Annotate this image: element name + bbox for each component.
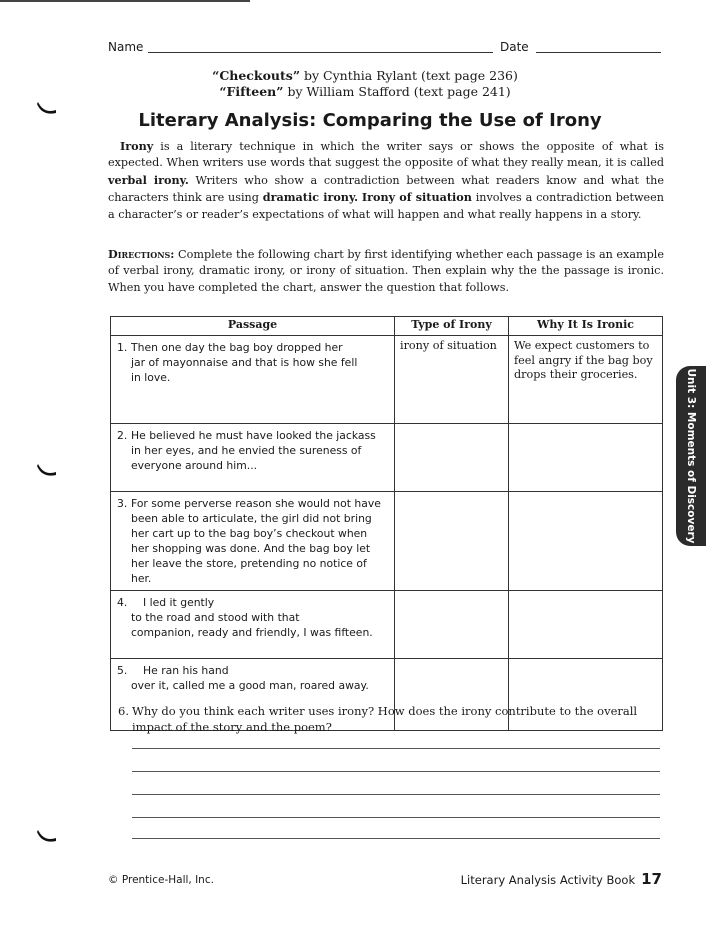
passage-number: 1. [117, 341, 128, 354]
intro-text-1: is a literary technique in which the writer says or shows the opposite of what is expected. When writers use words that suggest the opposite of what they really mean, it is called [108, 140, 664, 170]
table-row [111, 424, 663, 492]
intro-text-2: Writers who show a contradiction between what readers know and what the characters think are using [108, 173, 664, 205]
table-row [111, 492, 663, 591]
passage-number: 3. [117, 497, 128, 510]
passage-cell [111, 424, 395, 492]
header-passage: Passage [111, 317, 395, 336]
top-rule [0, 0, 250, 2]
name-label: Name [108, 40, 144, 54]
passage-number: 5. [117, 664, 128, 677]
question-number: 6. [118, 704, 129, 718]
question-text: Why do you think each writer uses irony? How does the irony contribute to the overall impact of the story and the poem? [132, 704, 638, 734]
irony-chart [110, 316, 663, 731]
header-type-of-irony: Type of Irony [395, 317, 509, 336]
passage-line: over it, called me a good man, roared away. [131, 679, 369, 692]
selection-title-2: “Fifteen” [219, 84, 284, 99]
passage-cell [111, 336, 395, 424]
passage-line: in her eyes, and he envied the sureness of [131, 444, 362, 457]
directions-paragraph [108, 246, 664, 296]
passage-line: For some perverse reason she would not have [131, 497, 381, 510]
passage-line: I led it gently [143, 596, 215, 609]
margin-mark-icon [36, 828, 58, 844]
term-irony-of-situation: Irony of situation [361, 190, 472, 205]
directions-text: Complete the following chart by first identifying whether each passage is an example of verbal irony, dramatic irony, or irony of situation. Then explain why the the passage is ironic. When you have completed the chart, answer the question that follows. [108, 248, 664, 294]
type-of-irony-cell[interactable] [395, 492, 509, 591]
passage-line: in love. [131, 371, 171, 384]
passage-line: He believed he must have looked the jackass [131, 429, 376, 442]
passage-cell [111, 591, 395, 659]
header-why-ironic: Why It Is Ironic [509, 317, 663, 336]
selection-line-1 [140, 68, 590, 84]
page-number: 17 [641, 870, 662, 888]
unit-tab-label: Unit 3: Moments of Discovery [685, 368, 697, 544]
term-verbal-irony: verbal irony. [108, 172, 189, 187]
passage-line: He ran his hand [143, 664, 229, 677]
answer-line[interactable] [132, 794, 660, 795]
why-ironic-cell[interactable] [509, 591, 663, 659]
table-row [111, 336, 663, 424]
term-dramatic-irony: dramatic irony. [262, 190, 359, 205]
selection-header [140, 68, 590, 100]
footer-copyright: © Prentice-Hall, Inc. [108, 874, 214, 886]
selection-info-2: by William Stafford (text page 241) [283, 84, 511, 99]
passage-line: her shopping was done. And the bag boy let [131, 542, 371, 555]
answer-line[interactable] [132, 748, 660, 749]
passage-number: 4. [117, 596, 128, 609]
answer-line[interactable] [132, 817, 660, 818]
margin-mark-icon [36, 100, 58, 116]
name-date-line [108, 40, 663, 58]
term-irony: Irony [120, 139, 154, 153]
passage-line: Then one day the bag boy dropped her [131, 341, 343, 354]
passage-line: her leave the store, pretending no notice of her. [131, 557, 367, 585]
passage-line: companion, ready and friendly, I was fifteen. [131, 626, 373, 639]
footer-book-info [440, 870, 662, 888]
page-title: Literary Analysis: Comparing the Use of Irony [138, 110, 602, 131]
intro-paragraph [108, 138, 664, 223]
table-row [111, 591, 663, 659]
chart-header-row [111, 317, 663, 336]
passage-line: everyone around him... [131, 459, 258, 472]
passage-line: to the road and stood with that [131, 611, 300, 624]
date-field[interactable] [536, 52, 661, 53]
name-field[interactable] [148, 52, 493, 53]
answer-line[interactable] [132, 771, 660, 772]
unit-side-tab [676, 366, 706, 546]
footer-book-title: Literary Analysis Activity Book [460, 873, 636, 887]
passage-line: jar of mayonnaise and that is how she fell [131, 356, 358, 369]
passage-line: been able to articulate, the girl did not bring [131, 512, 372, 525]
type-of-irony-cell[interactable]: irony of situation [395, 336, 509, 424]
selection-title-1: “Checkouts” [212, 68, 301, 83]
date-label: Date [500, 40, 529, 54]
passage-line: her cart up to the bag boy’s checkout when [131, 527, 368, 540]
margin-mark-icon [36, 462, 58, 478]
passage-number: 2. [117, 429, 128, 442]
intro-text-4: involves a contradiction between a character’s or reader’s expectations of what will happen and what really happens in a story. [108, 191, 664, 221]
directions-label: Directions: [108, 247, 175, 261]
type-of-irony-cell[interactable] [395, 591, 509, 659]
passage-cell [111, 492, 395, 591]
type-of-irony-cell[interactable] [395, 424, 509, 492]
selection-line-2 [140, 84, 590, 100]
why-ironic-cell[interactable]: We expect customers to feel angry if the bag boy drops their groceries. [509, 336, 663, 424]
selection-info-1: by Cynthia Rylant (text page 236) [300, 68, 518, 83]
why-ironic-cell[interactable] [509, 424, 663, 492]
why-ironic-cell[interactable] [509, 492, 663, 591]
answer-line[interactable] [132, 838, 660, 839]
